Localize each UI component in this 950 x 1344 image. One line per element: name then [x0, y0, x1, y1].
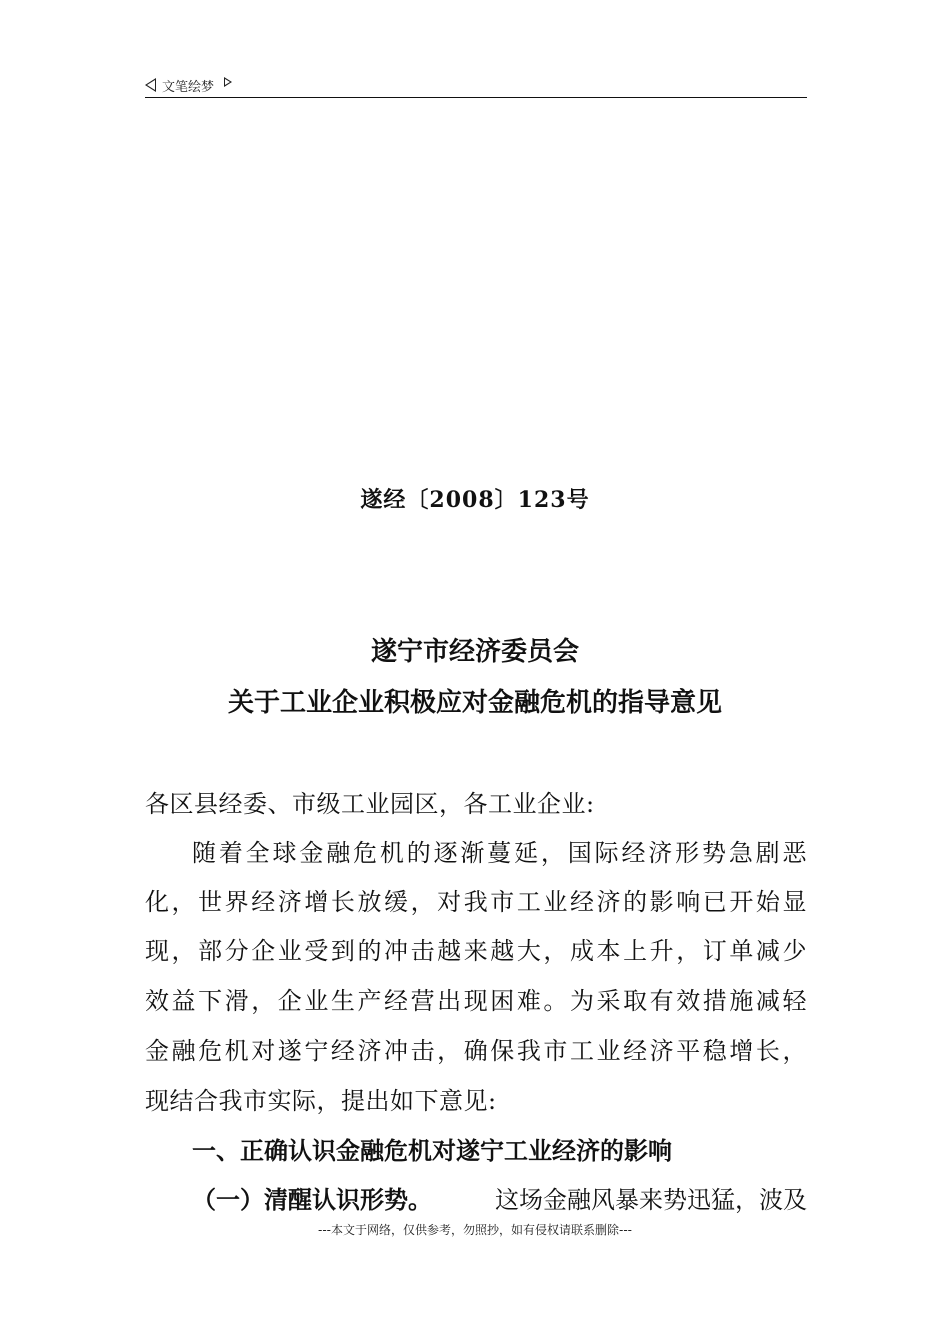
paragraph-line: 效益下滑，企业生产经营出现困难。为采取有效措施减轻 [145, 987, 807, 1015]
triangle-left-icon [145, 78, 156, 92]
paragraph-line: 现结合我市实际，提出如下意见: [145, 1087, 497, 1115]
header-divider [145, 97, 807, 98]
paragraph-line: 随着全球金融危机的逐渐蔓延，国际经济形势急剧恶 [192, 839, 807, 867]
page-header [145, 74, 807, 96]
document-number: 遂经〔2008〕123号 [360, 487, 590, 513]
document-title-line-1: 遂宁市经济委员会 [370, 637, 579, 667]
subsection-text: 这场金融风暴来势迅猛，波及 [495, 1186, 807, 1214]
paragraph-line: 金融危机对遂宁经济冲击，确保我市工业经济平稳增长， [145, 1037, 807, 1065]
header-label: 文笔绘梦 [162, 79, 215, 95]
paragraph-line: 化，世界经济增长放缓，对我市工业经济的影响已开始显 [145, 888, 807, 916]
subsection-line [192, 1180, 807, 1215]
triangle-right-icon [224, 77, 232, 87]
footer-notice: ---本文于网络，仅供参考，勿照抄，如有侵权请联系删除--- [318, 1223, 632, 1237]
subsection-heading: （一）清醒认识形势。 [192, 1185, 432, 1214]
salutation: 各区县经委、市级工业园区，各工业企业: [145, 790, 595, 818]
paragraph-line: 现，部分企业受到的冲击越来越大，成本上升，订单减少 [145, 937, 807, 965]
document-title-line-2: 关于工业企业积极应对金融危机的指导意见 [227, 688, 722, 718]
section-heading: 一、正确认识金融危机对遂宁工业经济的影响 [192, 1137, 672, 1165]
